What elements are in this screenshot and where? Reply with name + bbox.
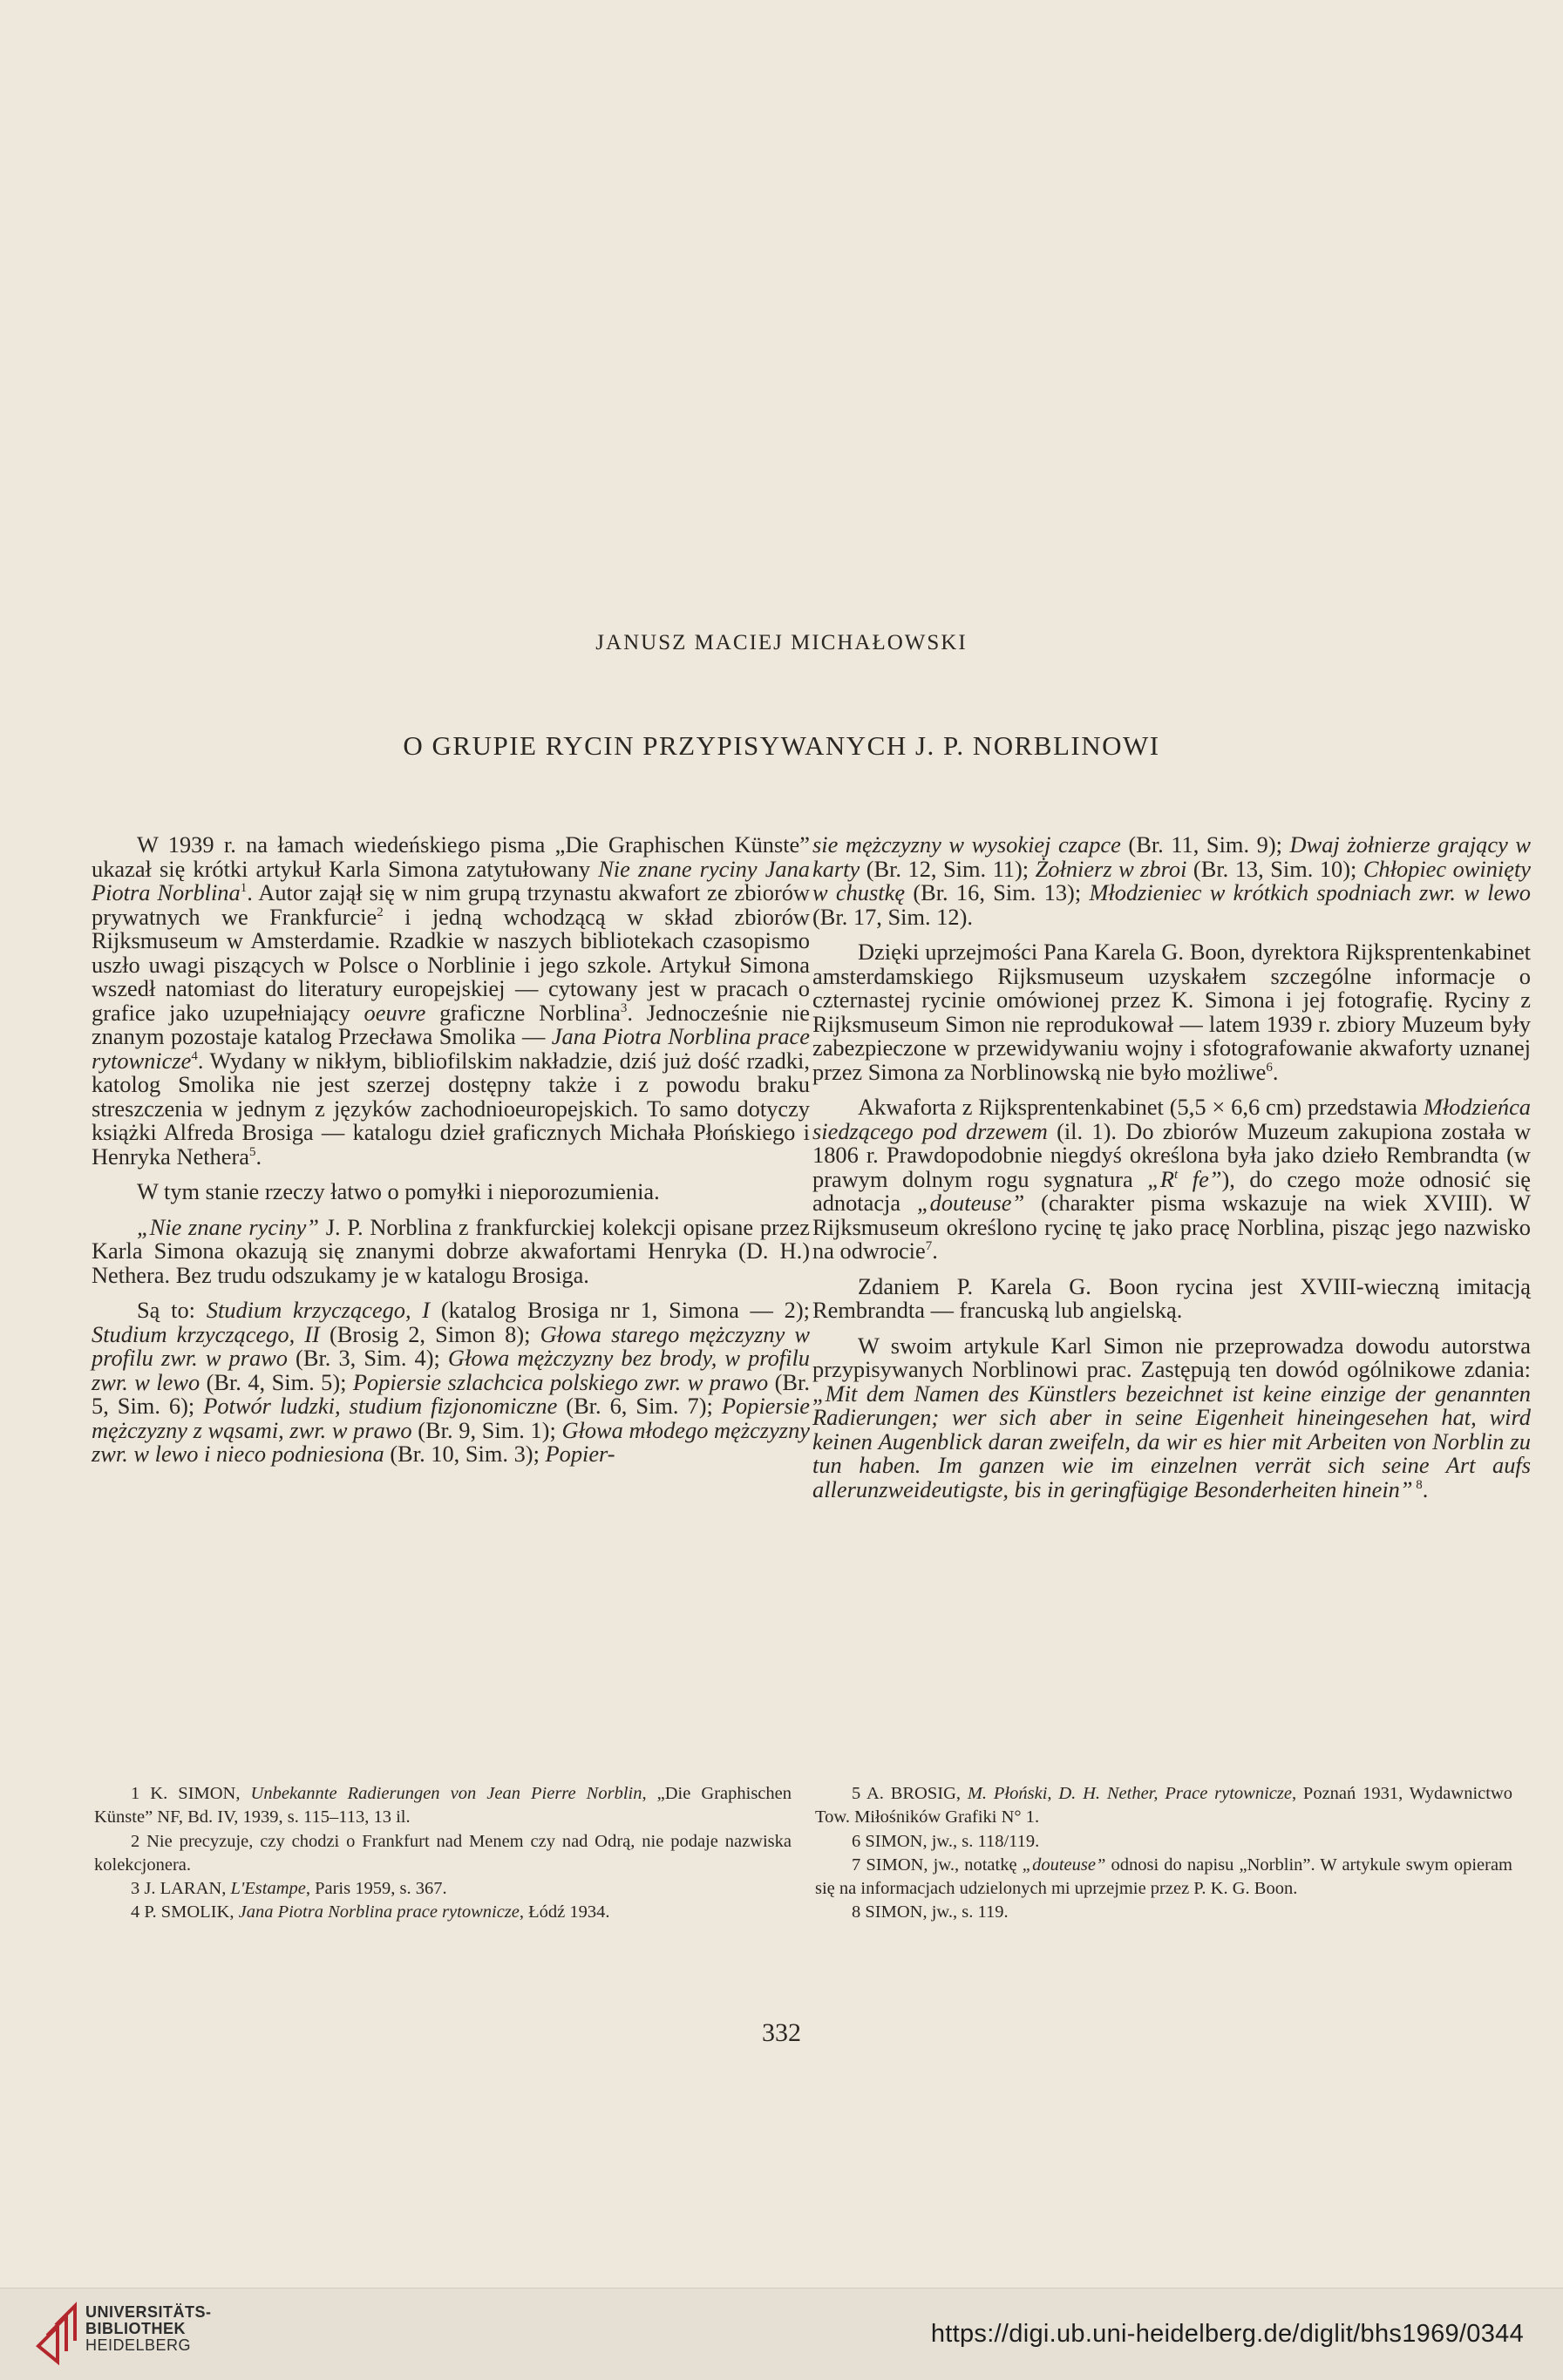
article-author: JANUSZ MACIEJ MICHAŁOWSKI (595, 631, 968, 654)
paragraph: Dzięki uprzejmości Pana Karela G. Boon, dyrektora Rijksprentenkabinet amsterdamskiego Rijksmuseum uzyskałem szczególne informacje o czternastej rycinie omówionej przez K. Simona i jej fotografię. Ryciny z Rijksmuseum Simon nie reprodukował — latem 1939 r. zbiory Muzeum były zabezpieczone w przewidywaniu wojny i sfotografowanie akwaforty uznanej przez Simona za Norblinowską nie było możliwe$^6$. (812, 939, 1531, 1085)
permalink-url[interactable]: https://digi.ub.uni-heidelberg.de/diglit/bhs1969/0344 (930, 2320, 1524, 2348)
footnote: 5 A. BROSIG, M. Płoński, D. H. Nether, Prace rytownicze, Poznań 1931, Wydawnictwo Tow. Miłośników Grafiki N° 1. (815, 1784, 1512, 1827)
library-name[interactable] (85, 2304, 212, 2354)
footnote: 4 P. SMOLIK, Jana Piotra Norblina prace rytownicze, Łódź 1934. (131, 1902, 610, 1922)
footnotes-right (815, 1782, 1512, 1925)
paragraph: Zdaniem P. Karela G. Boon rycina jest XVIII-wieczną imitacją Rembrandta — francuską lub angielską. (812, 1272, 1531, 1323)
paragraph: W tym stanie rzeczy łatwo o pomyłki i nieporozumienia. (137, 1178, 660, 1204)
library-name-line: UNIVERSITÄTS- (85, 2303, 212, 2321)
footnotes-left (94, 1782, 792, 1925)
library-name-line: BIBLIOTHEK (85, 2320, 186, 2337)
footnote-ref[interactable]: 4 (191, 1048, 198, 1063)
paragraph: sie mężczyzny w wysokiej czapce (Br. 11, Sim. 9); Dwaj żołnierze grający w karty (Br. 12, Sim. 11); Żołnierz w zbroi (Br. 13, Sim. 10); Chłopiec owinięty w chustkę (Br. 16, Sim. 13); Młodzieniec w krótkich spodniach zwr. w lewo (Br. 17, Sim. 12). (812, 831, 1531, 930)
footnote-ref[interactable]: 2 (377, 905, 384, 919)
paragraph: W swoim artykule Karl Simon nie przeprowadza dowodu autorstwa przypisywanych Norblinowi prac. Zastępują ten dowód ogólnikowe zdania: „Mit dem Namen des Künstlers bezeichnet ist keine einzige der genannten Radierungen; wer sich aber in seine Eigenheit hineingesehen hat, wird keinen Augenblick daran zweifeln, da wir es hier mit Arbeiten von Norblin zu tun haben. Im ganzen wie im einzelnen verrät sich seine Art aufs allerunzweideutigste, bis in geringfügige Besonderheiten hinein” $^8$. (812, 1332, 1531, 1502)
body-column-right (812, 833, 1531, 1502)
paragraph: Akwaforta z Rijksprentenkabinet (5,5 × 6,6 cm) przedstawia Młodzieńca siedzącego pod drzewem (il. 1). Do zbiorów Muzeum zakupiona została w 1806 r. Prawdopodobnie niegdyś określona była jako dzieło Rembrandta (w prawym dolnym rogu sygnatura $„R^t$ fe”), do czego może odnosić się adnotacja „douteuse” (charakter pisma wskazuje na wiek XVIII). W Rijksmuseum określono rycinę tę jako pracę Norblina, pisząc jego nazwisko na odwrocie$^7$. (812, 1094, 1532, 1264)
footnote: 8 SIMON, jw., s. 119. (852, 1902, 1009, 1922)
footnote: 3 J. LARAN, L'Estampe, Paris 1959, s. 367. (131, 1879, 447, 1899)
article-title: O GRUPIE RYCIN PRZYPISYWANYCH J. P. NORBLINOWI (403, 730, 1160, 761)
footnote-ref[interactable]: 5 (248, 1144, 256, 1159)
footnote: 7 SIMON, jw., notatkę „douteuse” odnosi do napisu „Norblin”. W artykule swym opieram się na informacjach udzielonych mi uprzejmie przez P. K. G. Boon. (815, 1855, 1512, 1899)
footnote-ref[interactable]: 6 (1266, 1060, 1273, 1075)
library-name-line: HEIDELBERG (85, 2336, 192, 2354)
footnote-ref[interactable]: 7 (925, 1239, 933, 1254)
paragraph: W 1939 r. na łamach wiedeńskiego pisma „Die Graphischen Künste” ukazał się krótki artykuł Karla Simona zatytułowany Nie znane ryciny Jana Piotra Norblina$^1$. Autor zajął się w nim grupą trzynastu akwafort ze zbiorów prywatnych we Frankfurcie$^2$ i jedną wchodzącą w skład zbiorów Rijksmuseum w Amsterdamie. Rzadkie w naszych bibliotekach czasopismo uszło uwagi piszących w Polsce o Norblinie i jego szkole. Artykuł Simona wszedł natomiast do literatury europejskiej — cytowany jest w pracach o grafice jako uzupełniający oeuvre graficzne Norblina$^3$. Jednocześnie nie znanym pozostaje katalog Przecława Smolika — Jana Piotra Norblina prace rytownicze$^4$. Wydany w nikłym, bibliofilskim nakładzie, dziś już dość rzadki, katolog Smolika nie jest szerzej dostępny także i z powodu braku streszczenia w jednym z języków zachodnioeuropejskich. To samo dotyczy książki Alfreda Brosiga — katalogu dzieł graficznych Michała Płońskiego i Henryka Nethera$^5$. (92, 831, 811, 1170)
viewer-footer (0, 2288, 1563, 2380)
page-number: 332 (762, 2018, 801, 2047)
body-column-left (92, 833, 810, 1467)
paragraph: Są to: Studium krzyczącego, I (katalog Brosiga nr 1, Simona — 2); Studium krzyczącego, II (Brosig 2, Simon 8); Głowa starego mężczyzny w profilu zwr. w prawo (Br. 3, Sim. 4); Głowa mężczyzny bez brody, w profilu zwr. w lewo (Br. 4, Sim. 5); Popiersie szlachcica polskiego zwr. w prawo (Br. 5, Sim. 6); Potwór ludzki, studium fizjonomiczne (Br. 6, Sim. 7); Popiersie mężczyzny z wąsami, zwr. w prawo (Br. 9, Sim. 1); Głowa młodego mężczyzny zwr. w lewo i nieco podniesiona (Br. 10, Sim. 3); Popier- (92, 1297, 811, 1467)
paragraph: „Nie znane ryciny” J. P. Norblina z frankfurckiej kolekcji opisane przez Karla Simona okazują się znanymi dobrze akwafortami Henryka (D. H.) Nethera. Bez trudu odszukamy je w katalogu Brosiga. (92, 1213, 810, 1288)
footnote-ref[interactable]: 8 (1412, 1477, 1423, 1492)
footnote-ref[interactable]: 3 (620, 1000, 628, 1015)
footnote: 1 K. SIMON, Unbekannte Radierungen von Jean Pierre Norblin, „Die Graphischen Künste” NF, Bd. IV, 1939, s. 115–113, 13 il. (94, 1784, 792, 1827)
footnote-ref[interactable]: 1 (240, 881, 248, 896)
footnote: 2 Nie precyzuje, czy chodzi o Frankfurt nad Menem czy nad Odrą, nie podaje nazwiska kolekcjonera. (94, 1831, 792, 1875)
footnote: 6 SIMON, jw., s. 118/119. (852, 1831, 1040, 1851)
